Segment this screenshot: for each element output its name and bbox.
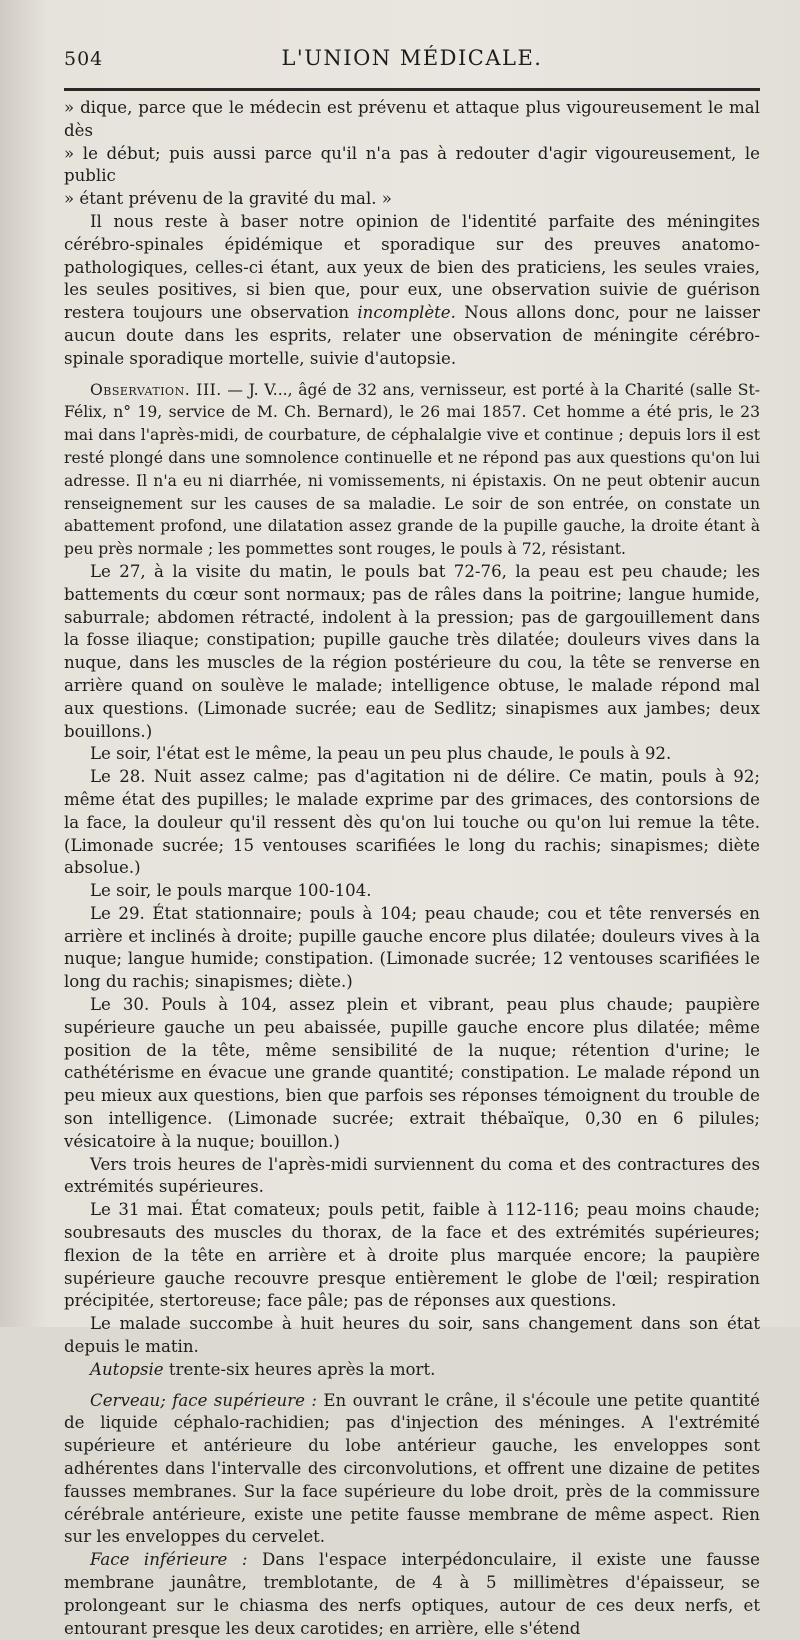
case-paragraph: Le 30. Pouls à 104, assez plein et vibrant, peau plus chaude; paupière supérieure gauche un peu abaissée, pupille gauche encore plus dilatée; même position de la tête, même sensibilité de la nuque; rétention d'urine; le cathétérisme en évacue une grande quantité; constipation. Le malade répond un peu mieux aux questions, bien que parfois ses réponses témoignent du trouble de son intelligence. (Limonade sucrée; extrait thébaïque, 0,30 en 6 pilules; vésicatoire à la nuque; bouillon.) [64, 995, 760, 1151]
page-number: 504 [64, 48, 104, 70]
case-paragraph: Le 28. Nuit assez calme; pas d'agitation ni de délire. Ce matin, pouls à 92; même état des pupilles; le malade exprime par des grimaces, des contorsions de la face, la douleur qu'il ressent dès qu'on lui touche ou qu'on lui remue la tête. (Limonade sucrée; 15 ventouses scarifiées le long du rachis; sinapismes; diète absolue.) [64, 767, 760, 878]
observation-paragraph: Observation. III. — J. V..., âgé de 32 ans, vernisseur, est porté à la Charité (salle St-Félix, n° 19, service de M. Ch. Bernard), le 26 mai 1857. Cet homme a été pris, le 23 mai dans l'après-midi, de courbature, de céphalalgie vive et continue ; depuis lors il est resté plongé dans une somnolence continuelle et ne répond pas aux questions qu'on lui adresse. Il n'a eu ni diarrhée, ni vomissements, ni épistaxis. On ne peut obtenir aucun renseignement sur les causes de sa maladie. Le soir de son entrée, on constate un abattement profond, une dilatation assez grande de la pupille gauche, la droite étant à peu près normale ; les pommettes sont rouges, le pouls à 72, résistant. [64, 380, 760, 559]
body-text [64, 97, 760, 1640]
case-paragraph: Le 27, à la visite du matin, le pouls bat 72-76, la peau est peu chaude; les battements du cœur sont normaux; pas de râles dans la poitrine; langue humide, saburrale; abdomen rétracté, indolent à la pression; pas de gargouillement dans la fosse iliaque; constipation; pupille gauche très dilatée; douleurs vives dans la nuque, dans les muscles de la région postérieure du cou, la tête se renverse en arrière quand on soulève le malade; intelligence obtuse, le malade répond mal aux questions. (Limonade sucrée; eau de Sedlitz; sinapismes aux jambes; deux bouillons.) [64, 561, 760, 741]
page-header [64, 44, 760, 74]
quote-line: » le début; puis aussi parce qu'il n'a pas à redouter d'agir vigoureusement, le public [64, 143, 760, 186]
intro-paragraph: Il nous reste à baser notre opinion de l'identité parfaite des méningites cérébro-spinales épidémique et sporadique sur des preuves anatomo-pathologiques, celles-ci étant, aux yeux de bien des praticiens, les seules vraies, les seules positives, si bien que, pour eux, une observation suivie de guérison restera toujours une observation incomplète. Nous allons donc, pour ne laisser aucun doute dans les esprits, relater une observation de méningite cérébro-spinale sporadique mortelle, suivie d'autopsie. [64, 211, 760, 368]
cerveau-paragraph: Cerveau; face supérieure : En ouvrant le crâne, il s'écoule une petite quantité de liquide céphalo-rachidien; pas d'injection des méninges. A l'extrémité supérieure et antérieure du lobe antérieur gauche, les enveloppes sont adhérentes dans l'intervalle des circonvolutions, et offrent une dizaine de petites fausses membranes. Sur la face supérieure du lobe droit, près de la commissure cérébrale antérieure, existe une petite fausse membrane de même aspect. Rien sur les enveloppes du cervelet. [64, 1390, 760, 1547]
face-inferieure-paragraph: Face inférieure : Dans l'espace interpédonculaire, il existe une fausse membrane jaunâtre, tremblotante, de 4 à 5 millimètres d'épaisseur, se prolongeant sur le chiasma des nerfs optiques, autour de ces deux nerfs, et entourant presque les deux carotides; en arrière, elle s'étend [64, 1550, 760, 1638]
quote-line: » étant prévenu de la gravité du mal. » [64, 189, 392, 209]
case-paragraph: Le soir, l'état est le même, la peau un peu plus chaude, le pouls à 92. [90, 744, 672, 764]
autopsy-heading: Autopsie trente-six heures après la mort. [90, 1359, 436, 1379]
case-paragraph: Le malade succombe à huit heures du soir, sans changement dans son état depuis le matin. [64, 1314, 760, 1357]
observation-label: Observation. III. [90, 380, 222, 399]
running-title: L'UNION MÉDICALE. [281, 46, 543, 70]
header-rule [64, 88, 760, 91]
case-paragraph: Le 29. État stationnaire; pouls à 104; peau chaude; cou et tête renversés en arrière et inclinés à droite; pupille gauche encore plus dilatée; douleurs vives à la nuque; langue humide; constipation. (Limonade sucrée; 12 ventouses scarifiées le long du rachis; sinapismes; diète.) [64, 903, 760, 992]
case-paragraph: Vers trois heures de l'après-midi surviennent du coma et des contractures des extrémités supérieures. [64, 1154, 760, 1197]
case-paragraph: Le soir, le pouls marque 100-104. [90, 881, 372, 901]
quote-line: » dique, parce que le médecin est prévenu et attaque plus vigoureusement le mal dès [64, 98, 760, 140]
case-paragraph: Le 31 mai. État comateux; pouls petit, faible à 112-116; peau moins chaude; soubresauts des muscles du thorax, de la face et des extrémités supérieures; flexion de la tête en arrière et à droite plus marquée encore; la paupière supérieure gauche recouvre presque entièrement le globe de l'œil; respiration précipitée, stertoreuse; face pâle; pas de réponses aux questions. [64, 1200, 760, 1311]
